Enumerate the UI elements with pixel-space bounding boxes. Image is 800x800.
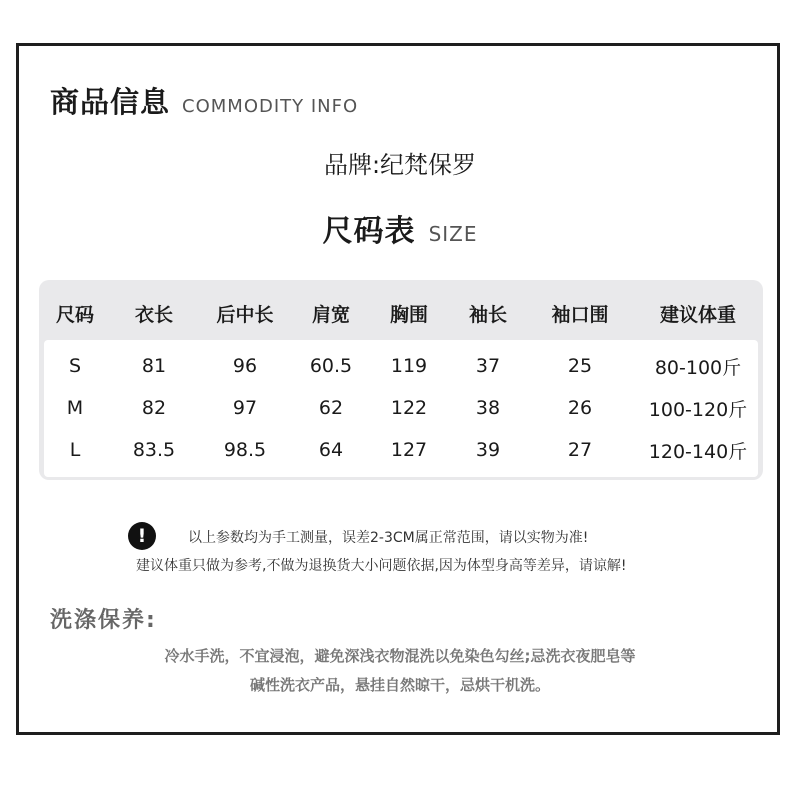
column-header: 衣长 [134, 303, 173, 326]
table-cell: 120-140斤 [648, 440, 748, 463]
column-header: 胸围 [389, 303, 428, 326]
care-title: 洗涤保养: [50, 608, 157, 633]
section-header [50, 80, 358, 121]
care-text-line1: 冷水手洗，不宜浸泡，避免深浅衣物混洗以免染色勾丝;忌洗衣夜肥皂等 [164, 647, 636, 665]
size-chart-title: 尺码表 [322, 214, 416, 249]
table-row [39, 387, 763, 429]
table-header-row [39, 283, 763, 343]
table-cell: 98.5 [223, 439, 267, 461]
section-title: 商品信息 [50, 85, 171, 119]
table-row [39, 343, 763, 387]
brand-label: 品牌:纪梵保罗 [323, 151, 477, 179]
table-cell: 27 [567, 439, 593, 461]
table-row [39, 429, 763, 471]
table-cell: 60.5 [309, 355, 353, 377]
table-cell: L [69, 439, 81, 461]
table-cell: 100-120斤 [648, 398, 748, 421]
table-cell: 81 [141, 355, 167, 377]
table-cell: 83.5 [132, 439, 176, 461]
table-cell: 25 [567, 355, 593, 377]
table-cell: 80-100斤 [654, 356, 742, 379]
table-cell: 122 [390, 397, 428, 419]
table-cell: 62 [318, 397, 344, 419]
table-cell: 38 [475, 397, 501, 419]
column-header: 肩宽 [311, 303, 350, 326]
table-cell: 96 [232, 355, 258, 377]
table-cell: 64 [318, 439, 344, 461]
table-cell: 37 [475, 355, 501, 377]
notice-text-line1: 以上参数均为手工测量，误差2-3CM属正常范围，请以实物为准! [188, 530, 589, 546]
exclamation-icon: ! [128, 522, 156, 550]
column-header: 尺码 [55, 303, 94, 326]
column-header: 袖长 [468, 303, 507, 326]
table-cell: S [68, 355, 82, 377]
care-text-line2: 碱性洗衣产品，悬挂自然晾干，忌烘干机洗。 [249, 676, 550, 694]
column-header: 袖口围 [551, 303, 609, 326]
table-cell: 119 [390, 355, 428, 377]
column-header: 建议体重 [659, 303, 736, 326]
notice-text-line2: 建议体重只做为参考,不做为退换货大小问题依据,因为体型身高等差异，请谅解! [136, 558, 627, 574]
section-subtitle: COMMODITY INFO [182, 96, 359, 117]
column-header: 后中长 [216, 303, 274, 326]
table-cell: 97 [232, 397, 258, 419]
table-cell: M [66, 397, 84, 419]
table-cell: 82 [141, 397, 167, 419]
size-table [39, 283, 763, 471]
table-cell: 127 [390, 439, 428, 461]
size-chart-subtitle: SIZE [428, 222, 478, 246]
size-chart-heading [0, 206, 800, 250]
table-cell: 39 [475, 439, 501, 461]
table-cell: 26 [567, 397, 593, 419]
